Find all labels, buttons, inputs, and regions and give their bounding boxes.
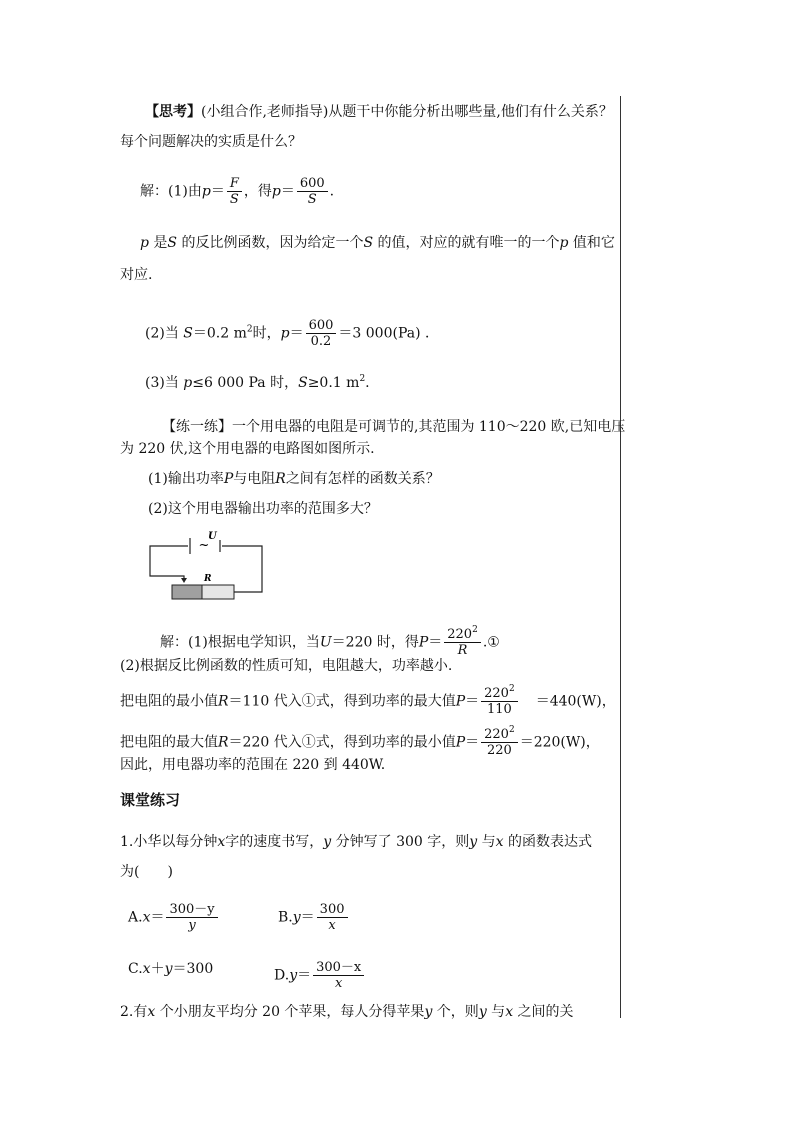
text-seg: 与 xyxy=(477,834,496,850)
option-letter: D. xyxy=(274,967,290,984)
var-p: p xyxy=(280,325,290,342)
exponent: 2 xyxy=(246,324,253,335)
var-U: U xyxy=(319,634,332,651)
frac-num xyxy=(481,686,518,702)
text-seg: (2)当 xyxy=(145,325,184,342)
var-p: p xyxy=(271,183,281,200)
text-seg: 分钟写了 300 字，则 xyxy=(331,834,470,850)
exponent: 2 xyxy=(359,374,366,384)
var-S: S xyxy=(363,235,374,251)
text-seg: (1)输出功率 xyxy=(148,471,224,487)
var-x: x xyxy=(505,1004,514,1020)
equals: ＝ xyxy=(210,183,225,200)
solution-1-line xyxy=(140,176,334,207)
var-p: p xyxy=(559,235,569,251)
equals: ＝ xyxy=(150,909,165,926)
var-y: y xyxy=(469,834,478,850)
frac-den: R xyxy=(457,643,468,658)
var-x: x xyxy=(217,834,226,850)
exercise-q1-line-1 xyxy=(120,833,592,851)
practice-q1 xyxy=(148,470,440,488)
option-letter: C. xyxy=(128,961,143,977)
var-x: x xyxy=(495,834,504,850)
frac-den: x xyxy=(328,918,336,933)
text-seg: ≥0.1 m xyxy=(307,375,360,391)
practice-line-2: 为 220 伏,这个用电器的电路图如图所示. xyxy=(120,441,375,457)
fraction-600-over-0.2 xyxy=(306,318,337,349)
voltage-label: U xyxy=(208,531,217,542)
frac-den: 110 xyxy=(487,702,512,717)
var-y: y xyxy=(292,909,301,926)
var-S: S xyxy=(167,235,178,251)
text-seg: ＝220 时，得 xyxy=(331,634,419,651)
explain-line-1 xyxy=(140,234,615,252)
text-seg: 的函数表达式 xyxy=(503,834,592,850)
num-220: 220 xyxy=(484,686,509,701)
fraction-300-over-x xyxy=(317,902,348,933)
fraction-300-minus-x-over-x xyxy=(313,960,364,991)
arrow-icon xyxy=(181,578,187,583)
text-seg: 之间有怎样的函数关系？ xyxy=(285,471,440,487)
option-a xyxy=(128,902,220,933)
option-d xyxy=(274,960,366,991)
text-seg: ＝220(W)， xyxy=(519,734,600,751)
answer-line-2: (2)根据反比例函数的性质可知，电阻越大，功率越小. xyxy=(120,658,453,674)
text-seg: 是 xyxy=(148,235,168,251)
option-b xyxy=(278,902,350,933)
var-R: R xyxy=(218,693,229,710)
answer-line-3 xyxy=(120,686,616,717)
frac-den: x xyxy=(335,976,343,991)
fraction-600-over-S xyxy=(297,176,328,207)
var-y: y xyxy=(164,961,173,977)
text-seg: 字的速度书写， xyxy=(225,834,324,850)
exercise-q2-line-1 xyxy=(120,1003,574,1021)
text-seg: 之间的关 xyxy=(513,1004,574,1020)
text-seg: ＝440(W)， xyxy=(535,693,616,710)
equals: ＝ xyxy=(428,634,443,651)
fraction-220sq-over-110 xyxy=(481,686,518,717)
exercise-heading: 课堂练习 xyxy=(120,791,181,809)
var-p: p xyxy=(201,183,211,200)
exercise-q1-line-2: 为( ) xyxy=(120,864,173,880)
option-letter: B. xyxy=(278,909,293,926)
text-seg: (3)当 xyxy=(145,375,184,391)
fraction-220sq-over-220 xyxy=(481,727,518,758)
answer-line-4 xyxy=(120,727,600,758)
var-S: S xyxy=(298,375,308,391)
period: . xyxy=(329,183,335,200)
option-c xyxy=(128,960,213,978)
page-border-line xyxy=(620,96,621,1018)
frac-num: F xyxy=(227,176,242,192)
equals: ＝ xyxy=(289,325,304,342)
frac-num xyxy=(444,627,481,643)
resistor-label: R xyxy=(204,574,212,584)
text-seg: ＝0.2 m xyxy=(192,325,247,342)
text-seg: 一个用电器的电阻是可调节的,其范围为 110～220 欧,已知电压 xyxy=(232,419,626,435)
var-y: y xyxy=(323,834,332,850)
circuit-diagram xyxy=(146,530,266,602)
text-seg: ＝3 000(Pa) ． xyxy=(338,325,439,342)
text-seg: 2.有 xyxy=(120,1004,148,1020)
frac-den: S xyxy=(307,192,317,207)
var-P: P xyxy=(455,693,466,710)
var-x: x xyxy=(142,909,151,926)
answer-line-5: 因此，用电器功率的范围在 220 到 440W. xyxy=(120,757,386,773)
practice-q2: (2)这个用电器输出功率的范围多大？ xyxy=(148,501,378,517)
text-seg: 把电阻的最大值 xyxy=(120,734,218,751)
var-y: y xyxy=(289,967,298,984)
var-p: p xyxy=(183,375,193,391)
frac-num: 600 xyxy=(306,318,337,334)
text-seg: .① xyxy=(482,634,500,651)
frac-num: 600 xyxy=(297,176,328,192)
var-R: R xyxy=(218,734,229,751)
period: . xyxy=(365,375,370,391)
text-seg: 值和它 xyxy=(568,235,615,251)
resistor-light-segment xyxy=(202,585,234,599)
fraction-300-minus-y-over-y xyxy=(166,902,217,933)
frac-den: y xyxy=(188,918,196,933)
think-label: 【思考】 xyxy=(145,104,201,120)
fraction-F-over-S xyxy=(227,176,242,207)
num-220: 220 xyxy=(484,727,509,742)
practice-label: 【练一练】 xyxy=(162,419,232,435)
plus: ＋ xyxy=(150,961,165,977)
text-seg: ＝220 代入①式，得到功率的最小值 xyxy=(228,734,456,751)
wire-left xyxy=(150,546,188,580)
think-line-2: 每个问题解决的实质是什么？ xyxy=(120,134,302,150)
think-line-1 xyxy=(145,103,613,121)
frac-num: 300－y xyxy=(166,902,217,918)
solution-1-prefix: 解：(1)由 xyxy=(140,183,202,200)
exponent: 2 xyxy=(472,625,478,635)
think-text-1: (小组合作,老师指导)从题干中你能分析出哪些量,他们有什么关系？ xyxy=(201,104,613,120)
text-seg: 解：(1)根据电学知识，当 xyxy=(160,634,320,651)
text-seg: 与电阻 xyxy=(233,471,276,487)
explain-line-2: 对应. xyxy=(120,267,153,283)
var-x: x xyxy=(142,961,151,977)
text-seg: 把电阻的最小值 xyxy=(120,693,218,710)
frac-den: 220 xyxy=(487,743,512,758)
var-P: P xyxy=(418,634,429,651)
part-2-line xyxy=(145,318,439,349)
part-3-line xyxy=(145,374,370,392)
text-seg: 与 xyxy=(486,1004,506,1020)
equals: ＝ xyxy=(465,693,480,710)
var-P: P xyxy=(223,471,234,487)
frac-num xyxy=(481,727,518,743)
text-seg: ≤6 000 Pa 时， xyxy=(192,375,299,391)
frac-den: S xyxy=(229,192,239,207)
frac-num: 300 xyxy=(317,902,348,918)
var-S: S xyxy=(183,325,193,342)
resistor-dark-segment xyxy=(172,585,202,599)
var-y: y xyxy=(424,1004,433,1020)
var-R: R xyxy=(275,471,286,487)
option-letter: A. xyxy=(128,909,143,926)
text-seg: ＝110 代入①式，得到功率的最大值 xyxy=(228,693,456,710)
solution-1-mid: ，得 xyxy=(243,183,272,200)
num-220: 220 xyxy=(447,627,473,642)
var-p: p xyxy=(140,235,149,251)
practice-line-1 xyxy=(162,418,625,436)
frac-den: 0.2 xyxy=(310,334,332,349)
text-seg: 个，则 xyxy=(432,1004,479,1020)
equals: ＝ xyxy=(297,967,312,984)
equals: ＝ xyxy=(465,734,480,751)
text-seg: 的值，对应的就有唯一的一个 xyxy=(373,235,560,251)
text-seg: 1.小华以每分钟 xyxy=(120,834,218,850)
text-seg: 个小朋友平均分 20 个苹果，每人分得苹果 xyxy=(155,1004,425,1020)
answer-line-1 xyxy=(160,627,500,658)
var-y: y xyxy=(478,1004,487,1020)
exponent: 2 xyxy=(508,725,515,735)
fraction-220sq-over-R xyxy=(444,627,481,658)
frac-num: 300－x xyxy=(313,960,364,976)
ac-tilde: ~ xyxy=(198,538,210,553)
var-P: P xyxy=(455,734,466,751)
text-seg: 的反比例函数，因为给定一个 xyxy=(177,235,364,251)
equals: ＝ xyxy=(280,183,295,200)
text-seg: 时， xyxy=(252,325,281,342)
equals: ＝ xyxy=(300,909,315,926)
exponent: 2 xyxy=(508,684,515,694)
var-x: x xyxy=(147,1004,156,1020)
text-seg: ＝300 xyxy=(172,961,214,977)
